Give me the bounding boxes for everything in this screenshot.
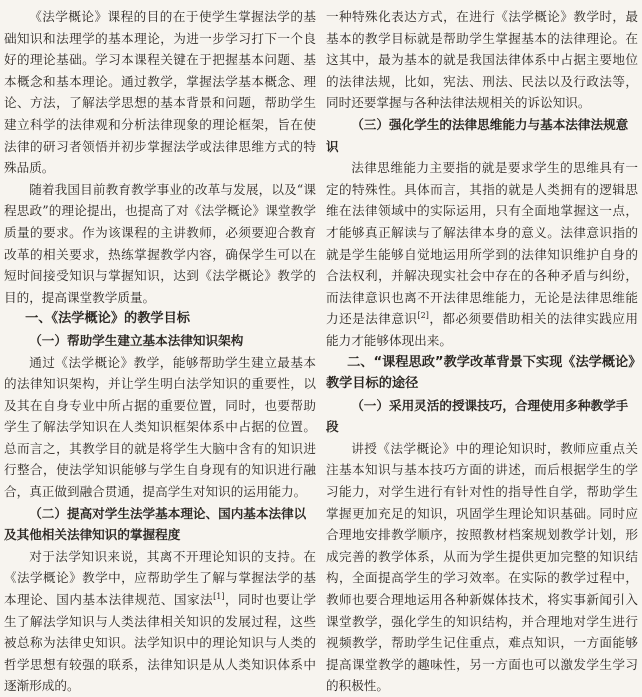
subsection-heading-1-3: （三）强化学生的法律思维能力与基本法律法规意识: [326, 116, 629, 154]
subsection-heading-1-1: （一）帮助学生建立基本法律知识架构: [29, 332, 244, 348]
section-heading-1: 一、《法学概论》的教学目标: [25, 311, 190, 327]
section-heading-2: 二、“课程思政”教学改革背景下实现《法学概论》教学目标的途径: [326, 354, 635, 392]
theory-paragraph: 对于法学知识来说，其离不开理论知识的支持。在《法学概论》教学中，应帮助学生了解与掌握法学的基本理论、国内基本法律规范、国家法[1]，同时也要让学生了解法学知识与人类法律相关知识的发展过程，这些被总称为法律史知识。法学知识中的理论知识与人类的哲学思想有较强的联系，法律知识是从人类知识体系中逐渐形成的。: [4, 548, 317, 694]
citation-1: [1]: [213, 592, 225, 602]
intro-paragraph: 《法学概论》课程的目的在于使学生掌握法学的基础知识和法理学的基本理论，为进一步学习打下一个良好的理论基础。学习本课程关键在于把握基本问题、基本概念和基本理论。通过教学，掌握法学基本概念、理论、方法，了解法学思想的基本背景和问题，帮助学生建立科学的法律观和分析法律现象的理论框架，旨在使法律的研习者领悟并初步掌握法学或法律思维方式的特殊品质。: [4, 9, 316, 176]
teaching-methods-paragraph: 讲授《法学概论》中的理论知识时，教师应重点关注基本知识与基本技巧方面的讲述，而后根据学生的学习能力，对学生进行有针对性的指导性自学，帮助学生掌握更加充足的知识，巩固学生理论知识基础。同时应合理地安排教学顺序，按照教材档案规划教学计划，形成完善的教学体系，从而为学生提供更加完整的知识结构，全面提高学生的学习效率。在实际的教学过程中，教师也要合理地运用各种新媒体技术，将实事新闻引入课堂教学，强化学生的知识结构，并合理地对学生进行视频教学，帮助学生记住重点，难点知识，一方面能够提高课堂教学的趣味性，另一方面也可以激发学生学习的积极性。: [326, 440, 638, 694]
right-column: [326, 6, 639, 694]
thinking-paragraph: 法律思维能力主要指的就是要求学生的思维具有一定的特殊性。具体而言，其指的就是人类拥有的逻辑思维在法律领域中的实际运用，只有全面地掌握这一点，才能够真正解读与了解法律本身的意义。法律意识指的就是学生能够自觉地运用所学到的法律知识维护自身的合法权利，并解决现实社会中存在的各种矛盾与纠纷，而法律意识也离不开法律思维能力，无论是法律思维能力还是法律意识[2]，都必须要借助相关的法律实践应用能力才能够体现出来。: [326, 160, 639, 348]
framework-paragraph: 通过《法学概论》教学，能够帮助学生建立最基本的法律知识架构，并让学生明白法学知识的重要性，以及其在自身专业中所占据的重要位置，同时，也要帮助学生了解法学知识在人类知识框架体系中占据的位置。总而言之，其教学目的就是将学生大脑中含有的知识进行整合，使法学知识能够与学生自身现有的知识进行融合，真正做到融合贯通，提高学生对知识的运用能力。: [4, 354, 316, 500]
continued-paragraph: 一种特殊化表达方式，在进行《法学概论》教学时，最基本的教学目标就是帮助学生掌握基本的法律理论。在这其中，最为基本的就是我国法律体系中占据主要地位的法律法规，比如，宪法、刑法、民法以及行政法等，同时还要掌握与各种法律法规相关的诉讼知识。: [326, 9, 638, 111]
left-column: [4, 6, 317, 694]
reform-paragraph: 随着我国目前教育教学事业的改革与发展，以及“课程思政”的理论提出，也提高了对《法学概论》课堂教学质量的要求。作为该课程的主讲教师，必须要迎合教育改革的相关要求，热练掌握教学内容，确保学生可以在短时间接受知识与掌握知识，达到《法学概论》教学的目的，提高课堂教学质量。: [4, 181, 316, 305]
subsection-heading-1-2: （二）提高对学生法学基本理论、国内基本法律以及其他相关法律知识的掌握程度: [4, 505, 307, 543]
subsection-heading-2-1: （一）采用灵活的授课技巧，合理使用多种教学手段: [326, 397, 629, 435]
citation-2: [2]: [417, 311, 429, 321]
